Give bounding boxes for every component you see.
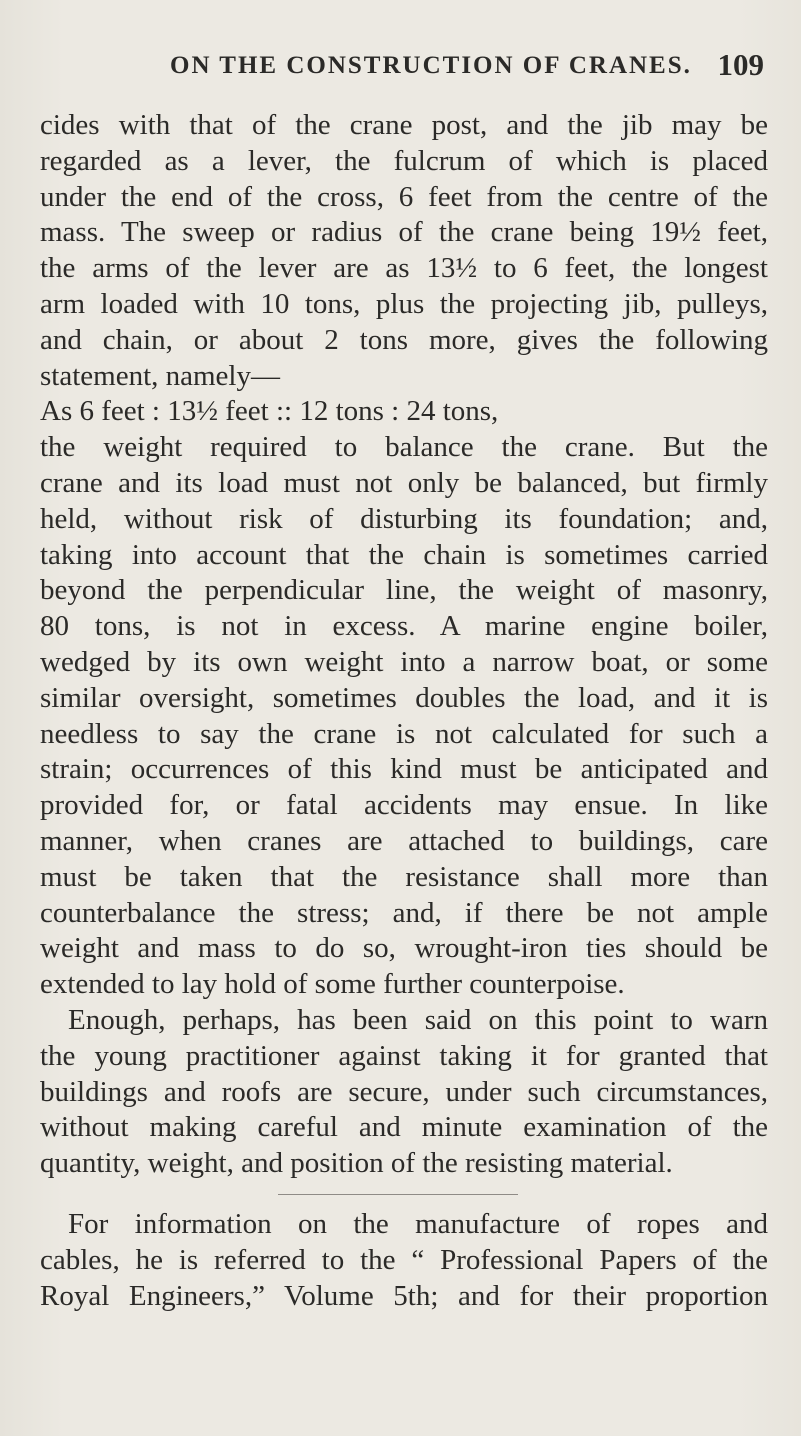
text-line: extended to lay hold of some further counterpoise. [40, 968, 625, 1001]
text-line: and chain, or about 2 tons more, gives the following [40, 323, 768, 356]
text-line: held, without risk of disturbing its foundation; and, [40, 502, 768, 535]
paragraph-2 [40, 430, 768, 1003]
text-line: beyond the perpendicular line, the weight of masonry, [40, 574, 768, 607]
running-head: ON THE CONSTRUCTION OF CRANES. [170, 52, 692, 79]
text-line: strain; occurrences of this kind must be anticipated and [40, 753, 768, 786]
text-line: quantity, weight, and position of the resisting material. [40, 1147, 673, 1180]
text-line: regarded as a lever, the fulcrum of which is placed [40, 144, 768, 177]
equation-line: As 6 feet : 13½ feet :: 12 tons : 24 tons, [40, 395, 499, 428]
text-line: provided for, or fatal accidents may ensue. In like [40, 789, 768, 822]
main-text [40, 108, 768, 1314]
text-line: 80 tons, is not in excess. A marine engine boiler, [40, 610, 768, 643]
text-line: Enough, perhaps, has been said on this point to warn [68, 1003, 768, 1036]
text-line: weight and mass to do so, wrought-iron ties should be [40, 932, 768, 965]
text-line: wedged by its own weight into a narrow boat, or some [40, 645, 768, 678]
page-header [0, 42, 801, 82]
text-line: statement, namely— [40, 359, 280, 392]
text-line: crane and its load must not only be balanced, but firmly [40, 466, 768, 499]
section-divider [278, 1194, 518, 1195]
text-line: mass. The sweep or radius of the crane being 19½ feet, [40, 216, 768, 249]
paragraph-4 [40, 1207, 768, 1314]
page-number: 109 [717, 47, 764, 82]
text-line: the arms of the lever are as 13½ to 6 feet, the longest [40, 252, 768, 285]
text-line: without making careful and minute examination of the [40, 1111, 768, 1144]
text-line: manner, when cranes are attached to buildings, care [40, 824, 768, 857]
paragraph-3 [40, 1003, 768, 1182]
text-line: For information on the manufacture of ropes and [68, 1207, 768, 1240]
text-line: needless to say the crane is not calculated for such a [40, 717, 768, 750]
text-line: arm loaded with 10 tons, plus the projecting jib, pulleys, [40, 287, 768, 320]
text-line: similar oversight, sometimes doubles the load, and it is [40, 681, 768, 714]
text-line: buildings and roofs are secure, under such circumstances, [40, 1075, 768, 1108]
text-line: the young practitioner against taking it for granted that [40, 1039, 768, 1072]
text-line: counterbalance the stress; and, if there be not ample [40, 896, 768, 929]
text-line: the weight required to balance the crane. But the [40, 431, 768, 464]
text-line: cides with that of the crane post, and the jib may be [40, 109, 768, 141]
paragraph-1 [40, 108, 768, 394]
text-line: Royal Engineers,” Volume 5th; and for their proportion [40, 1279, 768, 1312]
text-line: taking into account that the chain is sometimes carried [40, 538, 768, 571]
text-line: must be taken that the resistance shall more than [40, 860, 768, 893]
text-line: cables, he is referred to the “ Professional Papers of the [40, 1243, 768, 1276]
text-line: under the end of the cross, 6 feet from the centre of the [40, 180, 768, 213]
